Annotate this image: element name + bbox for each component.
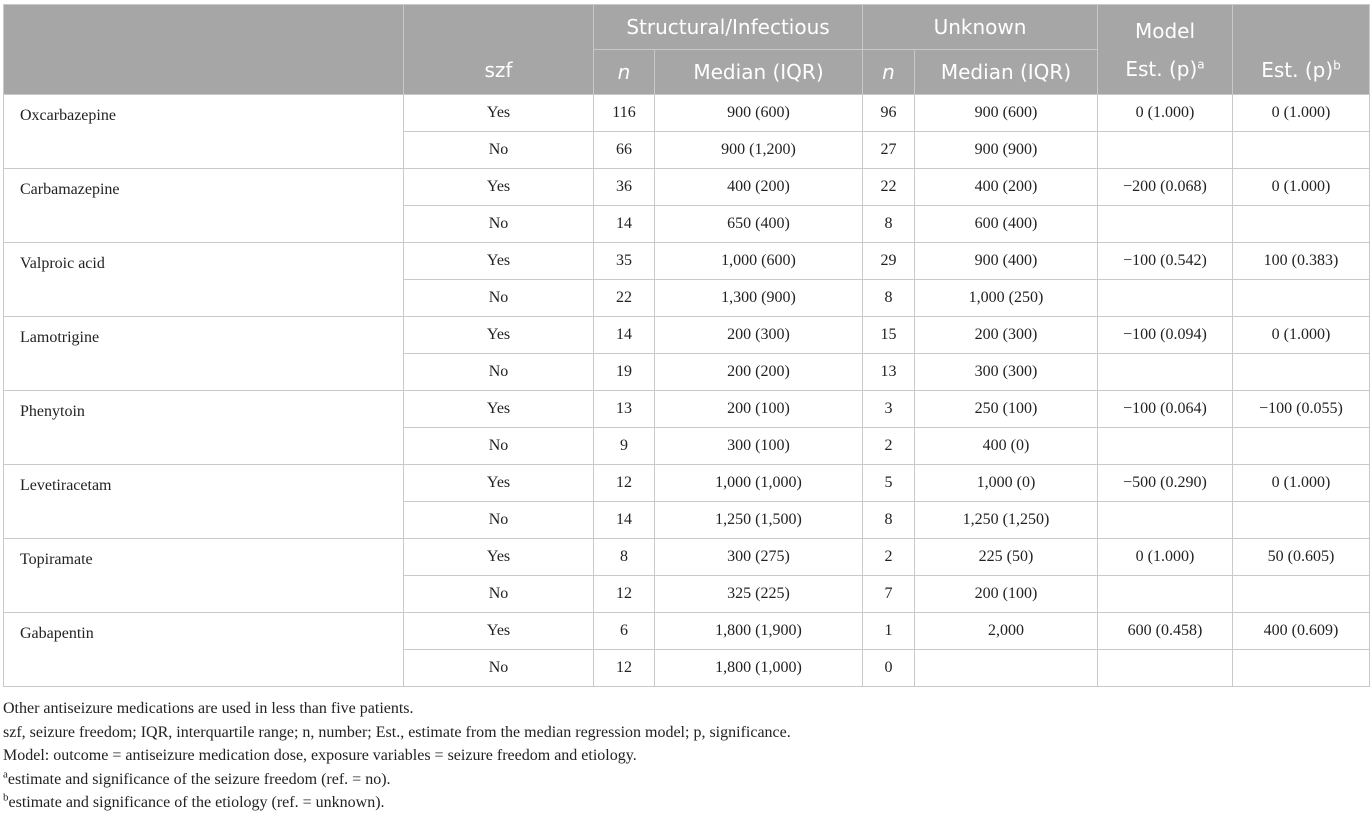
table-row (4, 539, 1370, 576)
est-b-cell (1233, 576, 1370, 613)
header-n-structural: n (594, 50, 655, 95)
szf-cell: Yes (404, 243, 594, 280)
n-structural-cell: 14 (594, 502, 655, 539)
est-a-cell (1098, 576, 1233, 613)
table-row (4, 95, 1370, 132)
n-unknown-cell: 22 (863, 169, 915, 206)
est-a-cell: −500 (0.290) (1098, 465, 1233, 502)
szf-cell: No (404, 280, 594, 317)
est-b-cell (1233, 428, 1370, 465)
est-b-cell: 50 (0.605) (1233, 539, 1370, 576)
median-structural-cell: 1,800 (1,900) (655, 613, 863, 650)
median-unknown-cell: 900 (400) (915, 243, 1098, 280)
est-b-cell: 0 (1.000) (1233, 95, 1370, 132)
drug-name: Topiramate (4, 539, 404, 613)
header-drug-blank (4, 5, 404, 95)
est-b-cell (1233, 354, 1370, 391)
median-unknown-cell: 250 (100) (915, 391, 1098, 428)
median-structural-cell: 200 (200) (655, 354, 863, 391)
table-body (4, 95, 1370, 687)
est-a-cell (1098, 428, 1233, 465)
est-a-cell (1098, 132, 1233, 169)
n-unknown-cell: 29 (863, 243, 915, 280)
drug-name: Levetiracetam (4, 465, 404, 539)
est-a-cell: 0 (1.000) (1098, 539, 1233, 576)
header-median-structural: Median (IQR) (655, 50, 863, 95)
szf-cell: No (404, 354, 594, 391)
header-model: Model (1134, 18, 1196, 43)
median-unknown-cell: 400 (200) (915, 169, 1098, 206)
n-structural-cell: 12 (594, 465, 655, 502)
szf-cell: No (404, 206, 594, 243)
footnote-a-text: estimate and significance of the seizure freedom (ref. = no). (7, 770, 391, 788)
median-unknown-cell: 900 (600) (915, 95, 1098, 132)
drug-name: Gabapentin (4, 613, 404, 687)
drug-name: Lamotrigine (4, 317, 404, 391)
n-structural-cell: 12 (594, 576, 655, 613)
n-unknown-cell: 27 (863, 132, 915, 169)
szf-cell: No (404, 576, 594, 613)
drug-name: Phenytoin (4, 391, 404, 465)
medication-dose-table (3, 4, 1370, 687)
median-structural-cell: 1,000 (600) (655, 243, 863, 280)
table-row (4, 317, 1370, 354)
est-a-cell: −200 (0.068) (1098, 169, 1233, 206)
median-structural-cell: 300 (275) (655, 539, 863, 576)
n-structural-cell: 14 (594, 206, 655, 243)
n-unknown-cell: 0 (863, 650, 915, 687)
header-unknown: Unknown (863, 5, 1098, 50)
est-b-cell: 0 (1.000) (1233, 317, 1370, 354)
szf-cell: Yes (404, 95, 594, 132)
n-unknown-cell: 3 (863, 391, 915, 428)
est-a-cell: 0 (1.000) (1098, 95, 1233, 132)
est-b-cell: 0 (1.000) (1233, 465, 1370, 502)
median-unknown-cell: 900 (900) (915, 132, 1098, 169)
table-header (4, 5, 1370, 95)
szf-cell: No (404, 502, 594, 539)
est-b-cell (1233, 206, 1370, 243)
est-a-cell (1098, 650, 1233, 687)
est-a-cell (1098, 502, 1233, 539)
n-unknown-cell: 1 (863, 613, 915, 650)
n-unknown-cell: 7 (863, 576, 915, 613)
table-row (4, 465, 1370, 502)
header-sup-a: a (1197, 56, 1205, 71)
n-structural-cell: 19 (594, 354, 655, 391)
header-structural-infectious: Structural/Infectious (594, 5, 863, 50)
szf-cell: No (404, 650, 594, 687)
median-structural-cell: 325 (225) (655, 576, 863, 613)
szf-cell: Yes (404, 539, 594, 576)
n-structural-cell: 6 (594, 613, 655, 650)
est-a-cell: −100 (0.064) (1098, 391, 1233, 428)
drug-name: Carbamazepine (4, 169, 404, 243)
est-a-cell (1098, 280, 1233, 317)
table-row (4, 169, 1370, 206)
n-unknown-cell: 2 (863, 428, 915, 465)
szf-cell: Yes (404, 465, 594, 502)
est-b-cell (1233, 502, 1370, 539)
drug-name: Oxcarbazepine (4, 95, 404, 169)
est-b-cell: −100 (0.055) (1233, 391, 1370, 428)
n-structural-cell: 8 (594, 539, 655, 576)
median-structural-cell: 900 (600) (655, 95, 863, 132)
median-structural-cell: 200 (300) (655, 317, 863, 354)
header-szf: szf (484, 58, 513, 82)
footnote-a (3, 768, 1363, 792)
n-structural-cell: 14 (594, 317, 655, 354)
median-unknown-cell: 200 (100) (915, 576, 1098, 613)
footnote-b-text: estimate and significance of the etiology (ref. = unknown). (8, 794, 385, 811)
footnote-b-mark: b (3, 791, 9, 804)
header-est-b (1233, 5, 1370, 95)
median-unknown-cell: 1,000 (0) (915, 465, 1098, 502)
szf-cell: No (404, 132, 594, 169)
median-unknown-cell: 600 (400) (915, 206, 1098, 243)
szf-cell: Yes (404, 613, 594, 650)
n-unknown-cell: 96 (863, 95, 915, 132)
n-structural-cell: 13 (594, 391, 655, 428)
n-unknown-cell: 15 (863, 317, 915, 354)
drug-name: Valproic acid (4, 243, 404, 317)
table-footnotes (3, 697, 1363, 815)
median-structural-cell: 1,000 (1,000) (655, 465, 863, 502)
n-structural-cell: 12 (594, 650, 655, 687)
median-unknown-cell: 1,250 (1,250) (915, 502, 1098, 539)
est-b-cell (1233, 132, 1370, 169)
n-structural-cell: 22 (594, 280, 655, 317)
median-structural-cell: 400 (200) (655, 169, 863, 206)
header-est-b-label: Est. (p) (1261, 58, 1334, 82)
median-unknown-cell: 400 (0) (915, 428, 1098, 465)
n-unknown-cell: 8 (863, 280, 915, 317)
median-unknown-cell (915, 650, 1098, 687)
szf-cell: Yes (404, 317, 594, 354)
n-unknown-cell: 13 (863, 354, 915, 391)
median-structural-cell: 300 (100) (655, 428, 863, 465)
n-structural-cell: 35 (594, 243, 655, 280)
est-a-cell: 600 (0.458) (1098, 613, 1233, 650)
median-unknown-cell: 1,000 (250) (915, 280, 1098, 317)
est-b-cell: 400 (0.609) (1233, 613, 1370, 650)
table-row (4, 613, 1370, 650)
n-structural-cell: 9 (594, 428, 655, 465)
est-a-cell (1098, 206, 1233, 243)
est-a-cell: −100 (0.542) (1098, 243, 1233, 280)
footnote-a-mark: a (3, 768, 8, 781)
median-structural-cell: 1,300 (900) (655, 280, 863, 317)
footnote-line3: Model: outcome = antiseizure medication dose, exposure variables = seizure freedom and etiology. (3, 747, 637, 764)
header-n-unknown: n (863, 50, 915, 95)
median-unknown-cell: 300 (300) (915, 354, 1098, 391)
szf-cell: No (404, 428, 594, 465)
est-b-cell (1233, 280, 1370, 317)
header-model-est-a (1098, 5, 1233, 95)
n-unknown-cell: 5 (863, 465, 915, 502)
table-row (4, 391, 1370, 428)
median-unknown-cell: 225 (50) (915, 539, 1098, 576)
footnote-line2: szf, seizure freedom; IQR, interquartile range; n, number; Est., estimate from the median regression model; p, significance. (3, 723, 791, 741)
median-structural-cell: 1,250 (1,500) (655, 502, 863, 539)
est-b-cell (1233, 650, 1370, 687)
est-a-cell: −100 (0.094) (1098, 317, 1233, 354)
n-unknown-cell: 8 (863, 502, 915, 539)
n-structural-cell: 36 (594, 169, 655, 206)
header-sup-b: b (1333, 58, 1341, 73)
median-structural-cell: 1,800 (1,000) (655, 650, 863, 687)
footnote-line1: Other antiseizure medications are used in less than five patients. (3, 700, 414, 717)
est-b-cell: 100 (0.383) (1233, 243, 1370, 280)
est-a-cell (1098, 354, 1233, 391)
table-row (4, 243, 1370, 280)
szf-cell: Yes (404, 391, 594, 428)
est-b-cell: 0 (1.000) (1233, 169, 1370, 206)
median-structural-cell: 650 (400) (655, 206, 863, 243)
szf-cell: Yes (404, 169, 594, 206)
median-unknown-cell: 2,000 (915, 613, 1098, 650)
n-unknown-cell: 2 (863, 539, 915, 576)
median-unknown-cell: 200 (300) (915, 317, 1098, 354)
header-szf-blank (404, 5, 594, 95)
header-median-unknown: Median (IQR) (915, 50, 1098, 95)
median-structural-cell: 900 (1,200) (655, 132, 863, 169)
n-unknown-cell: 8 (863, 206, 915, 243)
footnote-b (3, 791, 1363, 815)
header-est-a: Est. (p) (1125, 56, 1198, 81)
median-structural-cell: 200 (100) (655, 391, 863, 428)
n-structural-cell: 66 (594, 132, 655, 169)
n-structural-cell: 116 (594, 95, 655, 132)
